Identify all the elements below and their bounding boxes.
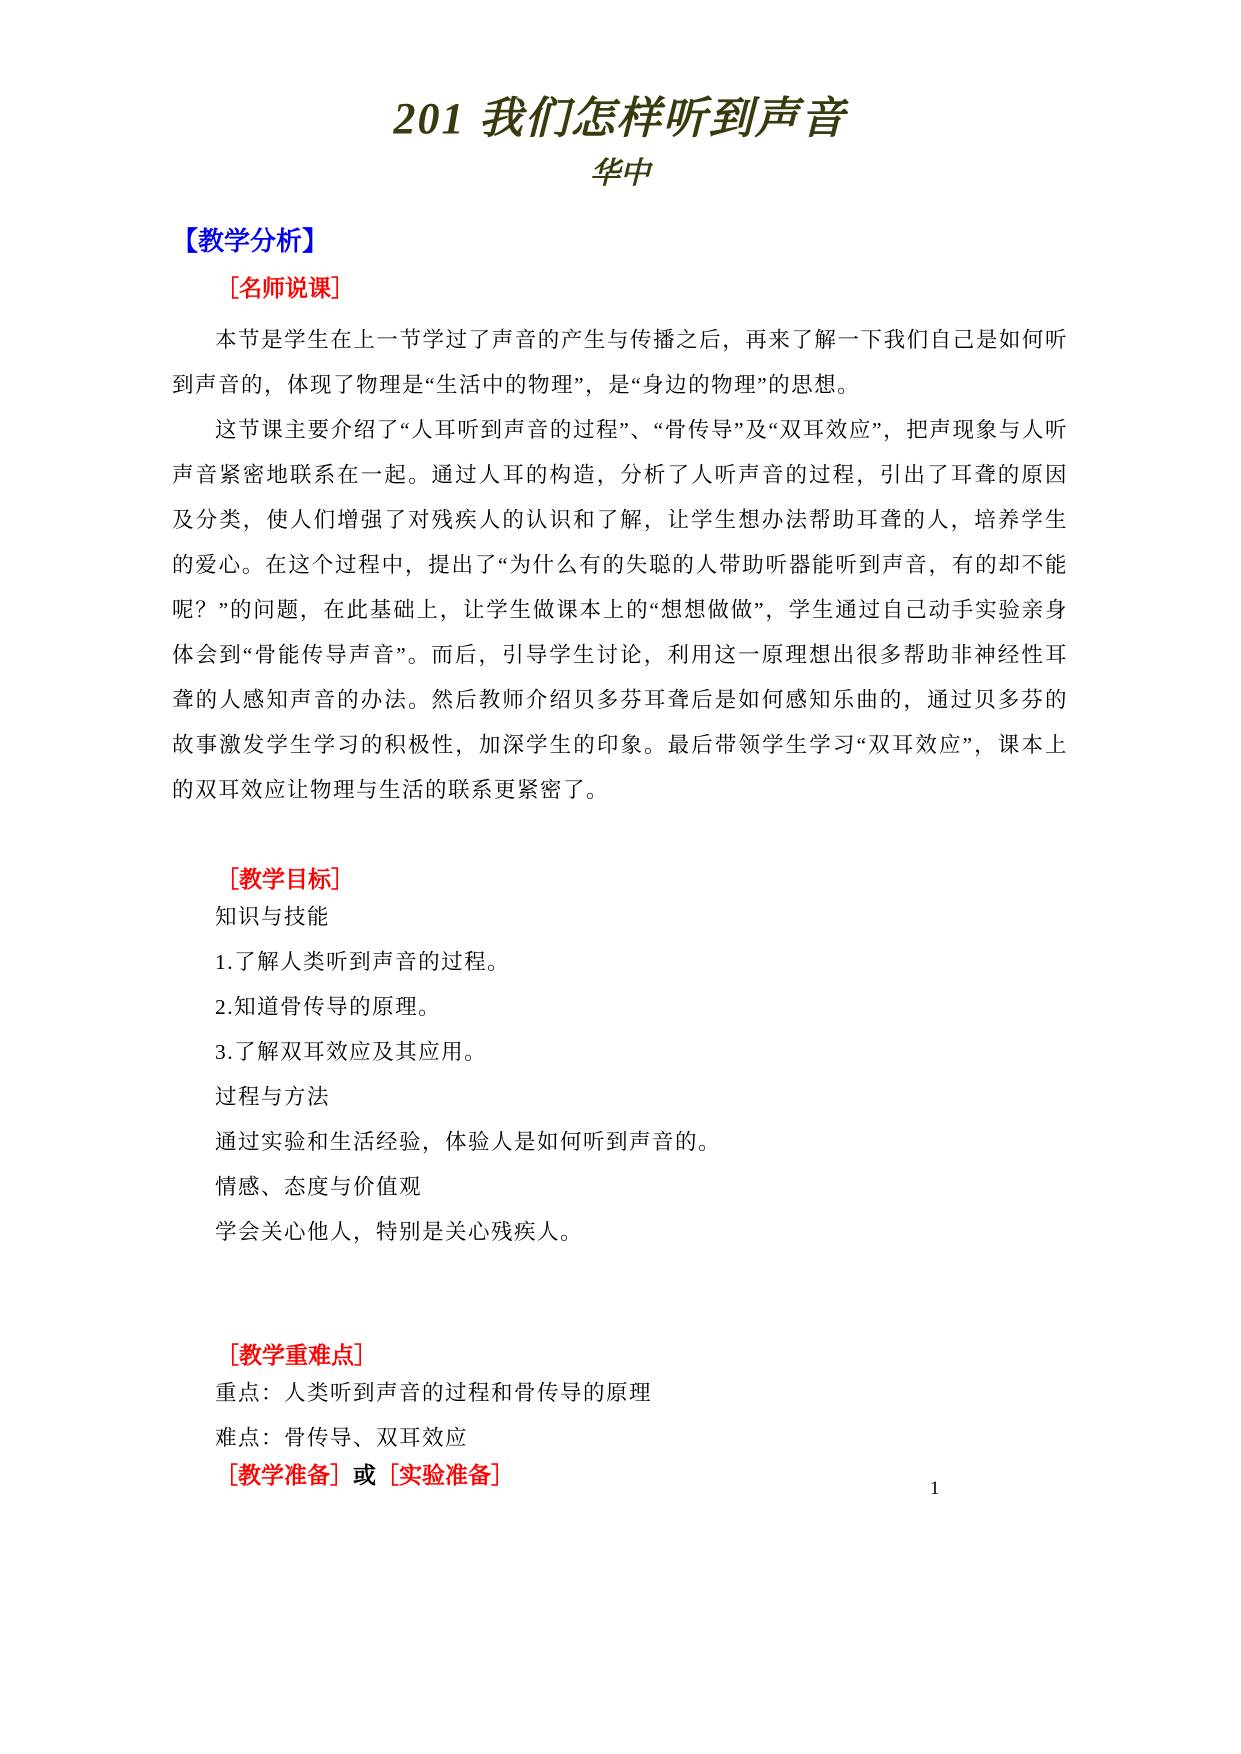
objectives-item-1: 1.了解人类听到声音的过程。 bbox=[215, 950, 511, 974]
page-number: 1 bbox=[930, 1478, 940, 1499]
page-subtitle: 华中 bbox=[590, 157, 650, 190]
key-points-body bbox=[172, 1371, 1068, 1461]
objectives-knowledge-heading: 知识与技能 bbox=[215, 905, 331, 929]
objectives-process-heading: 过程与方法 bbox=[215, 1085, 331, 1109]
objectives-process-item: 通过实验和生活经验，体验人是如何听到声音的。 bbox=[215, 1130, 722, 1154]
prep-label-teaching: ［教学准备］ bbox=[215, 1463, 353, 1488]
objectives-emotion-heading: 情感、态度与价值观 bbox=[215, 1175, 423, 1199]
key-point-difficulty: 难点：骨传导、双耳效应 bbox=[215, 1426, 469, 1450]
objectives-item-3: 3.了解双耳效应及其应用。 bbox=[215, 1040, 488, 1064]
prep-connector: 或 bbox=[353, 1463, 376, 1488]
objectives-body bbox=[172, 895, 1068, 1255]
key-point-focus: 重点：人类听到声音的过程和骨传导的原理 bbox=[215, 1381, 653, 1405]
subheading-teaching-objectives: ［教学目标］ bbox=[216, 867, 354, 892]
teacher-talk-paragraph-1: 本节是学生在上一节学过了声音的产生与传播之后，再来了解一下我们自己是如何听到声音的，体现了物理是“生活中的物理”，是“身边的物理”的思想。 bbox=[172, 328, 1068, 397]
objectives-item-2: 2.知道骨传导的原理。 bbox=[215, 995, 442, 1019]
prep-label-experiment: ［实验准备］ bbox=[376, 1463, 514, 1488]
subheading-teaching-preparation bbox=[215, 1461, 1068, 1491]
teacher-talk-paragraph-2: 这节课主要介绍了“人耳听到声音的过程”、“骨传导”及“双耳效应”，把声现象与人听声音紧密地联系在一起。通过人耳的构造，分析了人听声音的过程，引出了耳聋的原因及分类，使人们增强了对残疾人的认识和了解，让学生想办法帮助耳聋的人，培养学生的爱心。在这个过程中，提出了“为什么有的失聪的人带助听器能听到声音，有的却不能呢？”的问题，在此基础上，让学生做课本上的“想想做做”，学生通过自己动手实验亲身体会到“骨能传导声音”。而后，引导学生讨论，利用这一原理想出很多帮助非神经性耳聋的人感知声音的办法。然后教师介绍贝多芬耳聋后是如何感知乐曲的，通过贝多芬的故事激发学生学习的积极性，加深学生的印象。最后带领学生学习“双耳效应”，课本上的双耳效应让物理与生活的联系更紧密了。 bbox=[172, 418, 1068, 802]
subheading-teacher-talk: ［名师说课］ bbox=[216, 276, 354, 301]
section-heading-teaching-analysis: 【教学分析】 bbox=[172, 227, 329, 256]
teacher-talk-body bbox=[172, 318, 1068, 813]
subheading-key-points: ［教学重难点］ bbox=[216, 1343, 377, 1368]
page-title: 201 我们怎样听到声音 bbox=[393, 94, 847, 143]
objectives-emotion-item: 学会关心他人，特别是关心残疾人。 bbox=[215, 1220, 584, 1244]
